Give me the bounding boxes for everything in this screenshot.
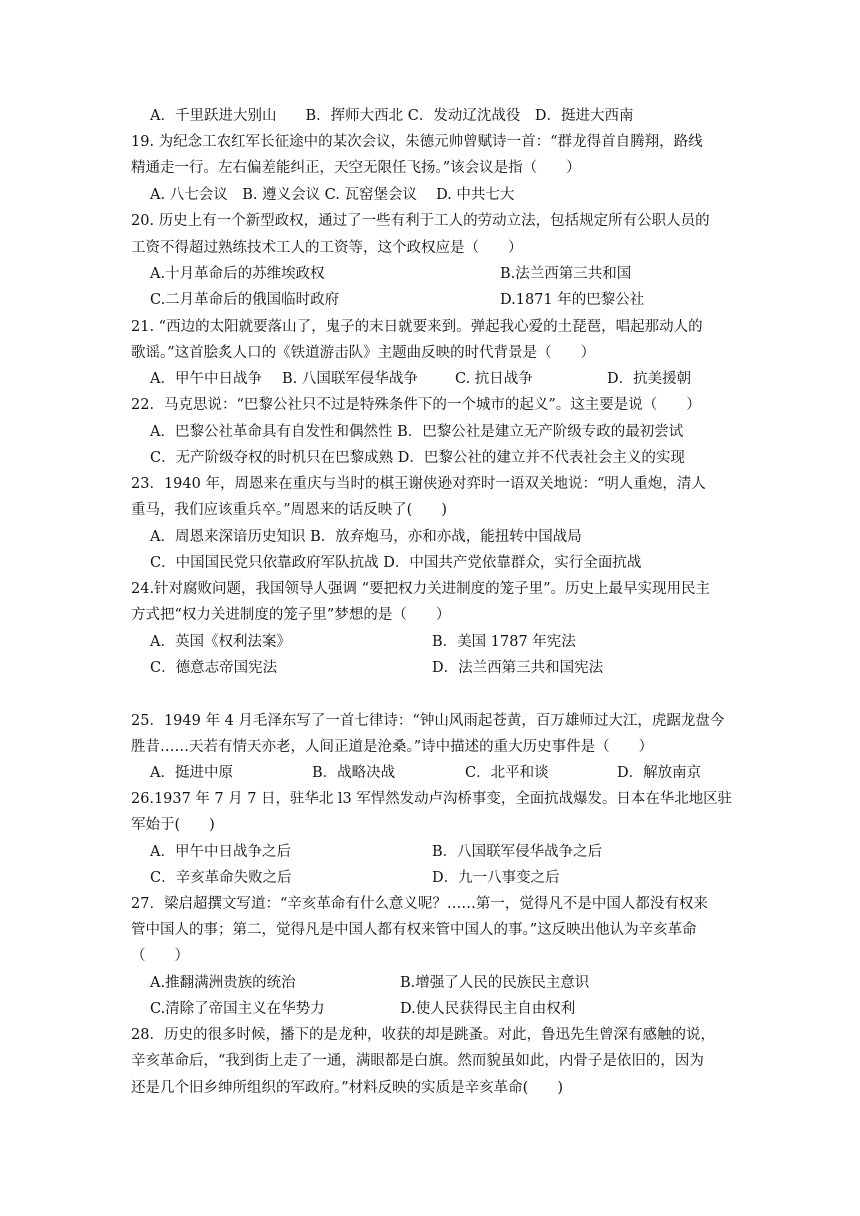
q19-options: A. 八七会议 B. 遵义会议 C. 瓦窑堡会议 D. 中共七大	[150, 187, 515, 203]
q23-stem-line1: 23．1940 年，周恩来在重庆与当时的棋王谢侠逊对弈时一语双关地说：“明人重炮，清人	[131, 476, 706, 492]
q20-stem-line1: 20. 历史上有一个新型政权，通过了一些有利于工人的劳动立法，包括规定所有公职人员的	[131, 213, 710, 229]
q24-option-b: B．美国 1787 年宪法	[432, 634, 576, 650]
q24-option-c: C．德意志帝国宪法	[150, 660, 278, 676]
q28-stem-line2: 辛亥革命后，“我到街上走了一通，满眼都是白旗。然而貌虽如此，内骨子是依旧的，因为	[131, 1053, 704, 1069]
q27-option-b: B.增强了人民的民族民主意识	[400, 975, 590, 991]
q20-option-b: B.法兰西第三共和国	[500, 266, 632, 282]
q25-option-b: B．战略决战	[312, 765, 396, 781]
q24-option-a: A．英国《权利法案》	[150, 634, 291, 650]
q20-stem-line2: 工资不得超过熟练技术工人的工资等，这个政权应是（ ）	[131, 240, 523, 256]
q26-option-d: D．九一八事变之后	[432, 870, 560, 886]
q25-option-d: D．解放南京	[617, 765, 702, 781]
q18-options: A．千里跃进大别山 B．挥师大西北 C．发动辽沈战役 D．挺进大西南	[150, 108, 634, 124]
q25-stem-line2: 胜昔……天若有情天亦老，人间正道是沧桑。”诗中描述的重大历史事件是（ ）	[131, 739, 654, 755]
q22-options-ab: A．巴黎公社革命具有自发性和偶然性 B．巴黎公社是建立无产阶级专政的最初尝试	[150, 424, 684, 440]
q24-stem-line2: 方式把“权力关进制度的笼子里”梦想的是（ ）	[131, 607, 451, 623]
q19-stem-line2: 精通走一行。左右偏差能纠正，天空无限任飞扬。”该会议是指（ ）	[131, 160, 581, 176]
q25-option-c: C．北平和谈	[465, 765, 549, 781]
q26-option-a: A．甲午中日战争之后	[150, 844, 291, 860]
q24-stem-line1: 24.针对腐败问题，我国领导人强调 “要把权力关进制度的笼子里”。历史上最早实现用民主	[131, 581, 710, 597]
q26-stem-line1: 26.1937 年 7 月 7 日，驻华北 l3 军悍然发动卢沟桥事变，全面抗战爆发。日本在华北地区驻	[131, 791, 733, 807]
q19-stem-line1: 19. 为纪念工农红军长征途中的某次会议，朱德元帅曾赋诗一首：“群龙得首自腾翔，路线	[131, 134, 703, 150]
q20-option-d: D.1871 年的巴黎公社	[500, 292, 645, 308]
q21-option-a: A．甲午中日战争	[150, 371, 262, 387]
q22-stem-line1: 22．马克思说：“巴黎公社只不过是特殊条件下的一个城市的起义”。这主要是说（ ）	[131, 397, 701, 413]
q26-option-c: C．辛亥革命失败之后	[150, 870, 292, 886]
q23-stem-line2: 重马，我们应该重兵卒。”周恩来的话反映了( )	[131, 502, 447, 518]
q22-options-cd: C．无产阶级夺权的时机只在巴黎成熟 D．巴黎公社的建立并不代表社会主义的实现	[150, 450, 685, 466]
q21-stem-line1: 21. “西边的太阳就要落山了，鬼子的末日就要来到。弹起我心爱的土琵琶，唱起那动人的	[131, 319, 703, 335]
q27-option-d: D.使人民获得民主自由权利	[400, 1001, 576, 1017]
q21-option-d: D．抗美援朝	[607, 371, 692, 387]
q25-stem-line1: 25．1949 年 4 月毛泽东写了一首七律诗：“钟山风雨起苍黄，百万雄师过大江，虎踞龙盘今	[131, 713, 725, 729]
q23-options-ab: A．周恩来深谙历史知识 B．放弃炮马，亦和亦战，能扭转中国战局	[150, 529, 582, 545]
q26-stem-line2: 军始于( )	[131, 817, 215, 833]
q27-stem-line2: 管中国人的事；第二，觉得凡是中国人都有权来管中国人的事。”这反映出他认为辛亥革命	[131, 922, 697, 938]
q27-stem-line3: （ ）	[131, 948, 189, 964]
q25-option-a: A．挺进中原	[150, 765, 233, 781]
q28-stem-line1: 28．历史的很多时候，播下的是龙种，收获的却是跳蚤。对此，鲁迅先生曾深有感触的说，	[131, 1027, 715, 1043]
q26-option-b: B．八国联军侵华战争之后	[432, 844, 603, 860]
q21-option-b: B. 八国联军侵华战争	[282, 371, 418, 387]
q27-stem-line1: 27．梁启超撰文写道：“辛亥革命有什么意义呢？……第一，觉得凡不是中国人都没有权来	[131, 896, 708, 912]
q21-option-c: C. 抗日战争	[455, 371, 533, 387]
q21-stem-line2: 歌谣。”这首脍炙人口的《铁道游击队》主题曲反映的时代背景是（ ）	[131, 345, 596, 361]
q28-stem-line3: 还是几个旧乡绅所组织的军政府。”材料反映的实质是辛亥革命( )	[131, 1080, 563, 1096]
q20-option-a: A.十月革命后的苏维埃政权	[150, 266, 325, 282]
q27-option-c: C.清除了帝国主义在华势力	[150, 1001, 325, 1017]
q20-option-c: C.二月革命后的俄国临时政府	[150, 292, 340, 308]
q24-option-d: D．法兰西第三共和国宪法	[432, 660, 604, 676]
q27-option-a: A.推翻满洲贵族的统治	[150, 975, 296, 991]
q23-options-cd: C．中国国民党只依靠政府军队抗战 D．中国共产党依靠群众，实行全面抗战	[150, 555, 642, 571]
